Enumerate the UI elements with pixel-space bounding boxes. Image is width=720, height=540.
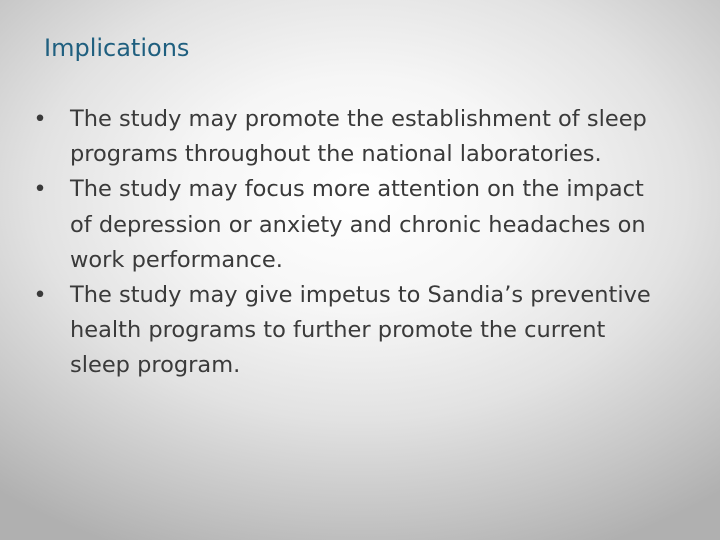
slide-title: Implications	[44, 34, 190, 62]
bullet-text: The study may give impetus to Sandia’s preventive health programs to further promote the current sleep program.	[70, 282, 651, 379]
bullet-icon: •	[33, 106, 47, 132]
bullet-icon: •	[33, 176, 47, 203]
bullet-item	[30, 172, 670, 278]
bullet-list	[30, 102, 670, 384]
bullet-text: The study may focus more attention on the impact of depression or anxiety and chronic headaches on work performance.	[70, 176, 646, 273]
bullet-icon: •	[33, 282, 47, 309]
bullet-item	[30, 102, 670, 172]
bullet-text: The study may promote the establishment of sleep programs throughout the national laboratories.	[70, 106, 647, 168]
bullet-item	[30, 278, 670, 384]
